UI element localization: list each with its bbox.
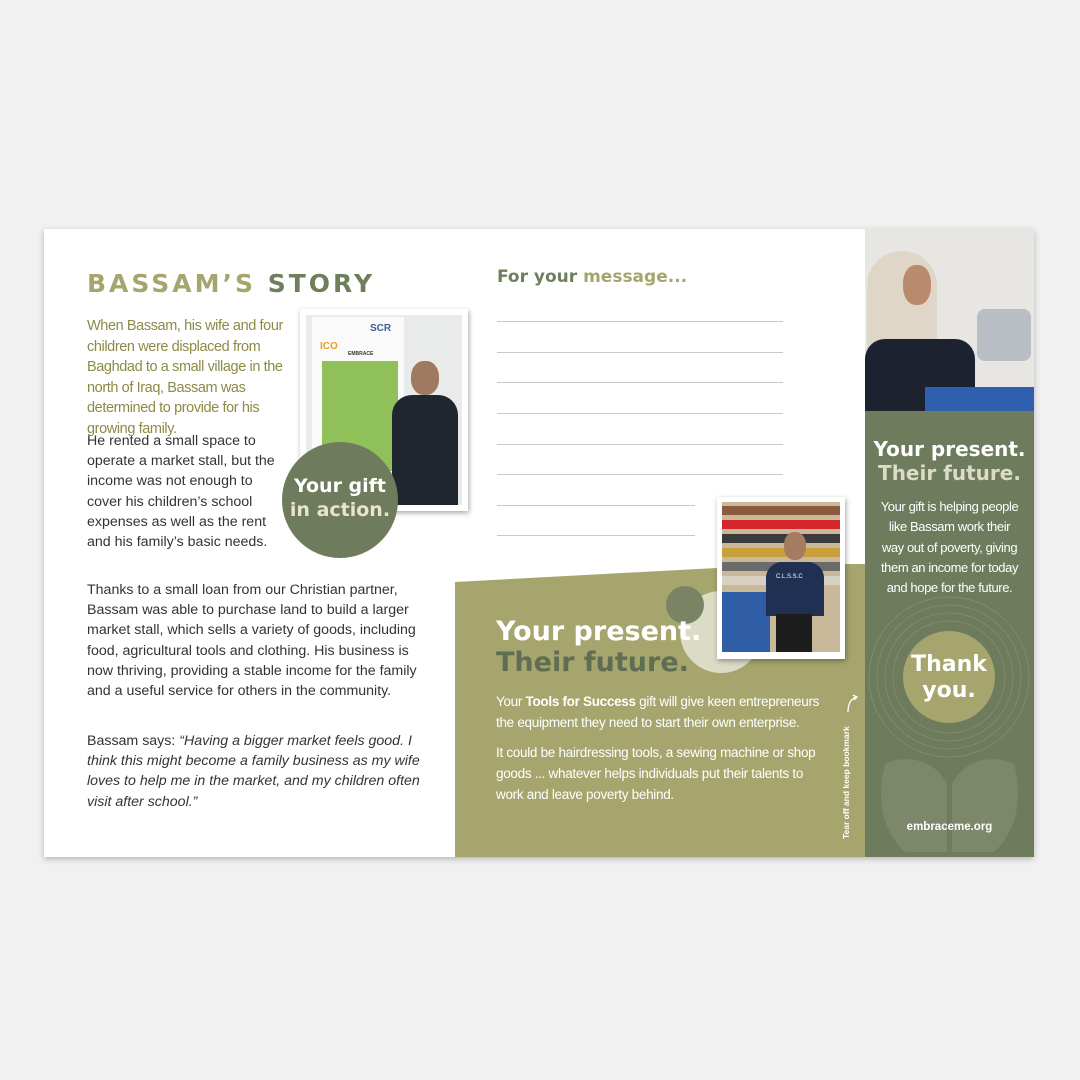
entrepreneur-head [784, 532, 806, 560]
message-title [497, 267, 687, 287]
machine [722, 592, 770, 652]
bookmark-title [865, 437, 1034, 485]
open-hands-icon [865, 744, 1034, 854]
entrepreneur-figure [766, 562, 824, 616]
bookmark-text: Your gift is helping people like Bassam work their way out of poverty, giving them an income for today and hope for the future. [880, 499, 1019, 596]
sewing-photo [865, 229, 1034, 411]
fabric-roll [722, 534, 840, 543]
woman-face [903, 265, 931, 305]
bassam-figure [392, 395, 458, 505]
entrepreneur-photo [717, 497, 845, 659]
story-title-name: BASSAM’S [87, 269, 257, 298]
message-line[interactable] [497, 321, 783, 322]
message-line[interactable] [497, 352, 783, 353]
gift-in-action-badge [282, 442, 398, 558]
gift-badge-line-1: Your gift [293, 475, 387, 497]
bookmark-title-a: Your present. [873, 437, 1026, 461]
message-line[interactable] [497, 505, 695, 506]
gift-card [44, 229, 1034, 857]
gift-badge-line-2: in action. [289, 499, 391, 521]
message-line[interactable] [497, 382, 783, 383]
message-line[interactable] [497, 474, 783, 475]
curved-arrow-icon [845, 693, 859, 713]
quote-text: “Having a bigger market feels good. I think this might become a family business as my wife loves to help me in the market, and my children often visit after school.” [87, 733, 420, 810]
tear-off-note: Tear off and keep bookmark [841, 726, 851, 839]
bookmark[interactable] [865, 229, 1034, 857]
quote-lead: Bassam says: [87, 733, 180, 749]
sewing-machine [977, 309, 1031, 361]
present-title-b: Their future. [496, 647, 689, 678]
tools-for-success-text [496, 691, 826, 733]
present-title-a: Your present. [496, 616, 702, 647]
message-title-b: message... [583, 267, 688, 287]
fabric-roll [722, 506, 840, 515]
entrepreneur-legs [776, 614, 812, 652]
fabric-roll [722, 520, 840, 529]
shirt-text: C.L.S.S.C [776, 574, 803, 580]
message-line[interactable] [497, 413, 783, 414]
website-link[interactable]: embraceme.org [906, 821, 993, 833]
message-line[interactable] [497, 444, 783, 445]
bookmark-title-b: Their future. [878, 461, 1021, 485]
thank-line-1: Thank [911, 652, 987, 677]
story-title [87, 269, 375, 298]
tools-pre: Your [496, 694, 526, 709]
present-title [496, 616, 701, 678]
banner-ico-logo: ICO [320, 341, 338, 352]
story-intro: When Bassam, his wife and four children were displaced from Baghdad to a small village in the north of Iraq, Bassam was determined to provide for his growing family. [87, 318, 283, 437]
banner-embrace-logo: EMBRACE [348, 351, 374, 357]
story-title-word: STORY [267, 269, 376, 298]
entrepreneur-photo-image [722, 502, 840, 652]
message-title-a: For your [497, 267, 578, 287]
story-paragraph-1: He rented a small space to operate a market stall, but the income was not enough to cover his children’s school expenses as well as the rent and his family’s basic needs. [87, 433, 275, 551]
thank-line-2: you. [922, 678, 976, 703]
banner-scr-logo: SCR [370, 323, 392, 334]
fabric-roll [722, 548, 840, 557]
story-quote-paragraph [87, 731, 427, 812]
message-line[interactable] [497, 535, 695, 536]
bassam-head [411, 361, 439, 395]
present-body-2: It could be hairdressing tools, a sewing machine or shop goods ... whatever helps individuals put their talents to work and leave poverty behind. [496, 745, 816, 802]
sewing-table [925, 387, 1034, 411]
story-paragraph-2: Thanks to a small loan from our Christian partner, Bassam was able to purchase land to build a larger market stall, which sells a variety of goods, including food, agricultural tools and clothing. His business is now thriving, providing a stable income for the family and a useful service for others in the community. [87, 582, 417, 700]
tools-post: gift will give keen entrepreneurs the equipment they need to start their own enterprise. [496, 694, 820, 730]
thank-you-badge [903, 631, 995, 723]
tools-bold: Tools for Success [525, 694, 636, 709]
